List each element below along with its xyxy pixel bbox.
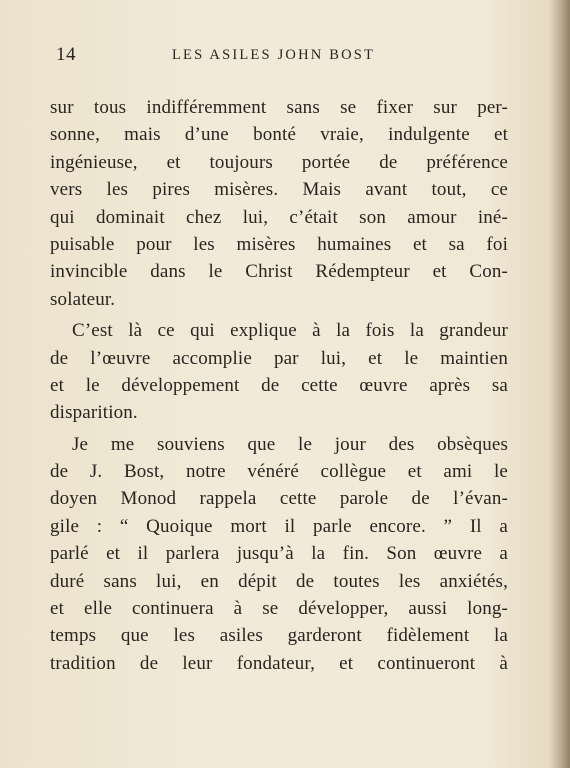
page-spine-shadow <box>550 0 570 768</box>
text-line: ingénieuse, et toujours portée de préférence <box>50 151 508 173</box>
text-line: de l’œuvre accomplie par lui, et le maintien <box>50 347 508 369</box>
text-line: disparition. <box>50 402 138 424</box>
text-line: sur tous indifféremment sans se fixer sur per- <box>50 97 508 118</box>
text-line: solateur. <box>50 288 116 310</box>
paragraph <box>50 431 508 678</box>
text-line: puisable pour les misères humaines et sa foi <box>50 233 508 255</box>
text-line: qui dominait chez lui, c’était son amour iné- <box>50 206 508 228</box>
text-line: et elle continuera à se développer, aussi long- <box>50 598 508 620</box>
body-text <box>50 94 508 677</box>
text-line: tradition de leur fondateur, et continueront à <box>50 652 508 674</box>
text-line: et le développement de cette œuvre après sa <box>50 374 508 396</box>
text-line: gile : “ Quoique mort il parle encore. ” Il a <box>50 515 508 537</box>
text-line: doyen Monod rappela cette parole de l’évan- <box>50 488 508 510</box>
running-head: LES ASILES JOHN BOST <box>172 47 376 63</box>
paragraph <box>50 94 508 313</box>
page-number: 14 <box>56 44 76 65</box>
text-line: vers les pires misères. Mais avant tout, ce <box>50 179 508 201</box>
paragraph <box>50 317 508 427</box>
text-line: Je me souviens que le jour des obsèques <box>72 433 508 455</box>
text-line: invincible dans le Christ Rédempteur et Con- <box>50 261 508 283</box>
text-line: de J. Bost, notre vénéré collègue et ami le <box>50 461 508 483</box>
text-line: temps que les asiles garderont fidèlement la <box>50 625 508 647</box>
text-line: duré sans lui, en dépit de toutes les anxiétés, <box>50 570 508 592</box>
text-line: parlé et il parlera jusqu’à la fin. Son œuvre a <box>50 543 508 565</box>
text-line: sonne, mais d’une bonté vraie, indulgente et <box>50 124 508 146</box>
text-line: C’est là ce qui explique à la fois la grandeur <box>72 320 508 342</box>
page-header <box>0 44 570 68</box>
